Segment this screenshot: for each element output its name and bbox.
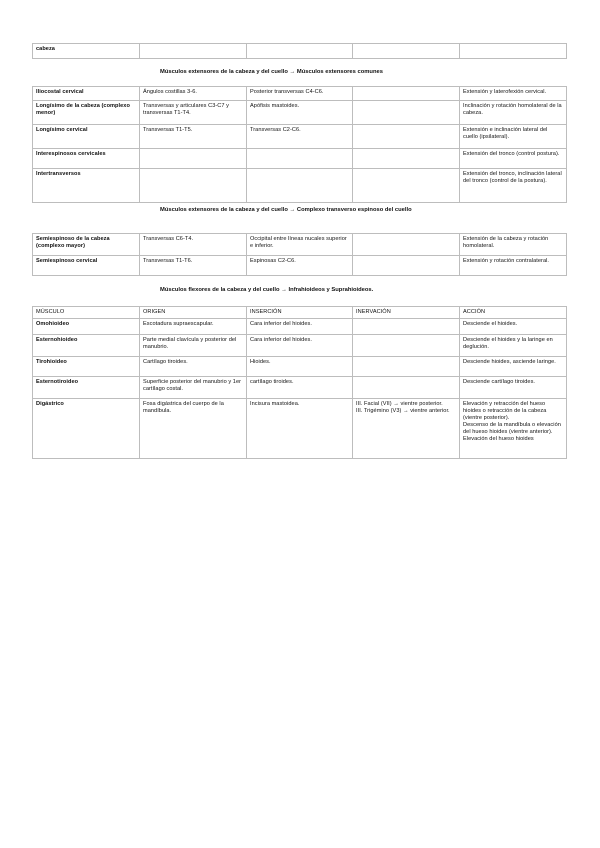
- cell-origen: Ángulos costillas 3-6.: [140, 87, 247, 101]
- cell-insercion: Posterior transversas C4-C6.: [247, 87, 353, 101]
- cell-musculo: Semiespinoso de la cabeza (complexo mayor): [33, 234, 140, 256]
- cell-accion: Extensión y rotación contralateral.: [460, 256, 567, 276]
- cell-accion: Extensión e inclinación lateral del cuello (ipsilateral).: [460, 125, 567, 149]
- header-musculo: MÚSCULO: [33, 307, 140, 319]
- header-origen: ORIGEN: [140, 307, 247, 319]
- table-row: [33, 87, 567, 101]
- cell-insercion: [247, 149, 353, 169]
- cell-origen: Escotadura supraescapular.: [140, 319, 247, 335]
- table-row: [33, 399, 567, 459]
- cell-accion: Extensión y laterofexión cervical.: [460, 87, 567, 101]
- cell-inervacion: [353, 357, 460, 377]
- table-row: [33, 149, 567, 169]
- cell-insercion: Cara inferior del hioides.: [247, 319, 353, 335]
- cell-insercion: Espinosas C2-C6.: [247, 256, 353, 276]
- cell-accion: Elevación y retracción del hueso hioides o retracción de la cabeza (vientre posterior). Descenso de la mandíbula o elevación del hueso hioides (vientre anterior). Elevación del hueso hioides: [460, 399, 567, 459]
- cell-musculo: Intertransversos: [33, 169, 140, 203]
- cell-musculo: Esternotiroideo: [33, 377, 140, 399]
- cell-insercion: Transversas C2-C6.: [247, 125, 353, 149]
- cell-inervacion: [353, 87, 460, 101]
- cell-accion: Desciende cartílago tiroides.: [460, 377, 567, 399]
- cell-musculo: Longísimo cervical: [33, 125, 140, 149]
- cell-musculo: Longísimo de la cabeza (complexo menor): [33, 101, 140, 125]
- cell-accion: Extensión del tronco (control postura).: [460, 149, 567, 169]
- cell-origen: Fosa digástrica del cuerpo de la mandíbula.: [140, 399, 247, 459]
- cell-origen: Superficie posterior del manubrio y 1er cartílago costal.: [140, 377, 247, 399]
- table-row: [33, 357, 567, 377]
- table-top-fragment: [32, 43, 567, 59]
- table-row: [33, 256, 567, 276]
- cell-insercion: cartílago tiroides.: [247, 377, 353, 399]
- table-row: [33, 335, 567, 357]
- cell-inervacion: III. Facial (VII) → vientre posterior. III. Trigémino (V3) → vientre anterior.: [353, 399, 460, 459]
- cell-musculo: Interespinosos cervicales: [33, 149, 140, 169]
- cell-insercion: [247, 44, 353, 59]
- cell-inervacion: [353, 125, 460, 149]
- cell-origen: Transversas T1-T5.: [140, 125, 247, 149]
- cell-inervacion: [353, 149, 460, 169]
- cell-insercion: [247, 169, 353, 203]
- cell-origen: [140, 44, 247, 59]
- table-header-row: [33, 307, 567, 319]
- cell-origen: Transversas C6-T4.: [140, 234, 247, 256]
- cell-insercion: Cara inferior del hioides.: [247, 335, 353, 357]
- cell-accion: Extensión del tronco, inclinación lateral del tronco (control de la postura).: [460, 169, 567, 203]
- cell-accion: Inclinación y rotación homolateral de la cabeza.: [460, 101, 567, 125]
- table-row: [33, 125, 567, 149]
- cell-origen: Transversas T1-T6.: [140, 256, 247, 276]
- section-heading-complexo-transverso: Músculos extensores de la cabeza y del cuello → Complexo transverso espinoso del cuello: [160, 207, 412, 213]
- cell-accion: Desciende el hioides y la laringe en deglución.: [460, 335, 567, 357]
- cell-accion: Desciende el hioides.: [460, 319, 567, 335]
- cell-inervacion: [353, 256, 460, 276]
- cell-musculo: Omohioideo: [33, 319, 140, 335]
- table-row: [33, 101, 567, 125]
- section-heading-extensores-comunes: Músculos extensores de la cabeza y del cuello → Músculos extensores comunes: [160, 69, 383, 75]
- cell-origen: Transversas y articulares C3-C7 y transversas T1-T4.: [140, 101, 247, 125]
- table-complexo-transverso: [32, 233, 567, 276]
- cell-inervacion: [353, 169, 460, 203]
- table-row: [33, 169, 567, 203]
- table-row: [33, 44, 567, 59]
- cell-musculo: cabeza: [33, 44, 140, 59]
- cell-insercion: Occipital entre líneas nucales superior e inferior.: [247, 234, 353, 256]
- cell-origen: [140, 169, 247, 203]
- section-heading-flexores: Músculos flexores de la cabeza y del cuello → Infrahioideos y Suprahioideos.: [160, 287, 374, 293]
- cell-inervacion: [353, 319, 460, 335]
- cell-origen: [140, 149, 247, 169]
- cell-inervacion: [353, 44, 460, 59]
- cell-inervacion: [353, 377, 460, 399]
- cell-origen: Parte medial clavícula y posterior del manubrio.: [140, 335, 247, 357]
- table-extensores-comunes: [32, 86, 567, 203]
- table-row: [33, 234, 567, 256]
- table-flexores: [32, 306, 567, 459]
- cell-musculo: Digástrico: [33, 399, 140, 459]
- cell-musculo: Tirohioideo: [33, 357, 140, 377]
- cell-inervacion: [353, 335, 460, 357]
- header-insercion: INSERCIÓN: [247, 307, 353, 319]
- table-row: [33, 319, 567, 335]
- header-accion: ACCIÓN: [460, 307, 567, 319]
- cell-origen: Cartílago tiroides.: [140, 357, 247, 377]
- cell-accion: Desciende hioides, asciende laringe.: [460, 357, 567, 377]
- cell-insercion: Apófisis mastoides.: [247, 101, 353, 125]
- cell-inervacion: [353, 101, 460, 125]
- cell-inervacion: [353, 234, 460, 256]
- cell-insercion: Hioides.: [247, 357, 353, 377]
- header-inervacion: INERVACIÓN: [353, 307, 460, 319]
- cell-accion: [460, 44, 567, 59]
- cell-musculo: Iliocostal cervical: [33, 87, 140, 101]
- cell-musculo: Esternohioideo: [33, 335, 140, 357]
- cell-accion: Extensión de la cabeza y rotación homolateral.: [460, 234, 567, 256]
- table-row: [33, 377, 567, 399]
- cell-musculo: Semiespinoso cervical: [33, 256, 140, 276]
- cell-insercion: Incisura mastoidea.: [247, 399, 353, 459]
